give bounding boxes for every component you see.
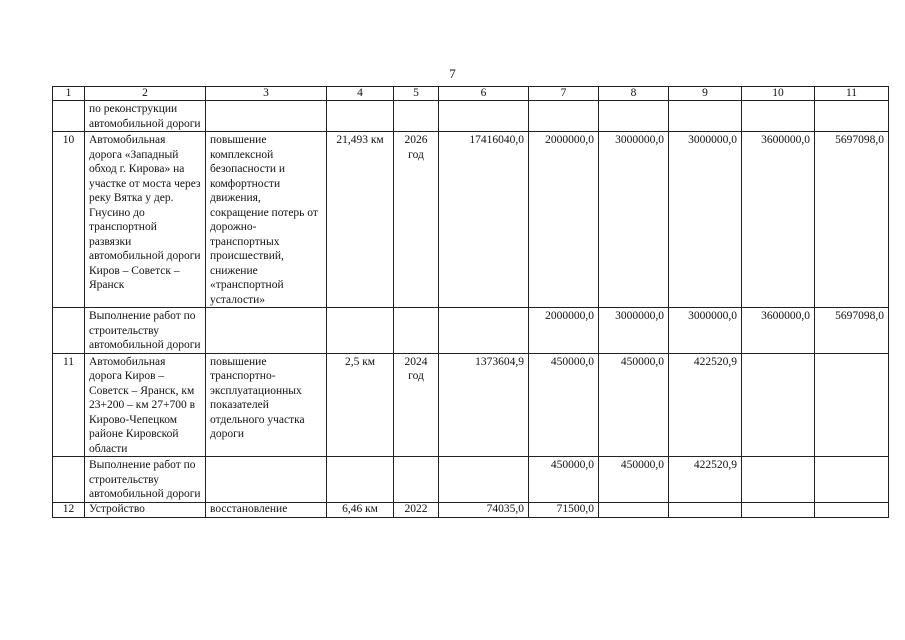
column-header: 1 (53, 87, 85, 101)
cell-col-7: 71500,0 (529, 502, 599, 517)
cell-col-6 (439, 457, 529, 503)
cell-col-10 (742, 101, 815, 132)
cell-col-1: 11 (53, 353, 85, 457)
cell-col-8: 3000000,0 (599, 308, 669, 354)
table-body (53, 87, 889, 518)
cell-col-3 (206, 457, 327, 503)
cell-col-6: 17416040,0 (439, 132, 529, 308)
cell-col-3 (206, 308, 327, 354)
cell-col-10 (742, 502, 815, 517)
cell-col-7: 2000000,0 (529, 132, 599, 308)
column-number-row (53, 87, 889, 101)
cell-col-4 (327, 308, 394, 354)
cell-col-8 (599, 502, 669, 517)
cell-col-8: 3000000,0 (599, 132, 669, 308)
cell-col-2: Выполнение работ по строительству автомобильной дороги (85, 308, 206, 354)
cell-col-5 (394, 457, 439, 503)
cell-col-8 (599, 101, 669, 132)
cell-col-10 (742, 353, 815, 457)
cell-col-4 (327, 457, 394, 503)
cell-col-9: 3000000,0 (669, 132, 742, 308)
column-header: 2 (85, 87, 206, 101)
cell-col-2: Устройство (85, 502, 206, 517)
table-row (53, 353, 889, 457)
cell-col-11: 5697098,0 (815, 132, 889, 308)
cell-col-4: 2,5 км (327, 353, 394, 457)
cell-col-10 (742, 457, 815, 503)
column-header: 4 (327, 87, 394, 101)
cell-col-10: 3600000,0 (742, 308, 815, 354)
cell-col-3 (206, 101, 327, 132)
column-header: 10 (742, 87, 815, 101)
cell-col-9 (669, 101, 742, 132)
table-row (53, 308, 889, 354)
cell-col-11: 5697098,0 (815, 308, 889, 354)
column-header: 3 (206, 87, 327, 101)
table-row (53, 132, 889, 308)
cell-col-5 (394, 308, 439, 354)
cell-col-8: 450000,0 (599, 353, 669, 457)
cell-col-8: 450000,0 (599, 457, 669, 503)
cell-col-3: повышение транспортно-эксплуатационных показателей отдельного участка дороги (206, 353, 327, 457)
cell-col-2: Автомобильная дорога Киров – Советск – Яранск, км 23+200 – км 27+700 в Кирово-Чепецком районе Кировской области (85, 353, 206, 457)
cell-col-1: 10 (53, 132, 85, 308)
cell-col-4: 21,493 км (327, 132, 394, 308)
cell-col-5: 2024 год (394, 353, 439, 457)
column-header: 5 (394, 87, 439, 101)
cell-col-7 (529, 101, 599, 132)
cell-col-11 (815, 101, 889, 132)
cell-col-2: Выполнение работ по строительству автомобильной дороги (85, 457, 206, 503)
table-row (53, 101, 889, 132)
cell-col-2: Автомобильная дорога «Западный обход г. Кирова» на участке от моста через реку Вятка у дер. Гнусино до транспортной развязки автомобильной дороги Киров – Советск – Яранск (85, 132, 206, 308)
investment-table (52, 86, 889, 518)
cell-col-5: 2022 (394, 502, 439, 517)
column-header: 6 (439, 87, 529, 101)
cell-col-2: по реконструкции автомобильной дороги (85, 101, 206, 132)
cell-col-1 (53, 457, 85, 503)
cell-col-7: 2000000,0 (529, 308, 599, 354)
cell-col-4: 6,46 км (327, 502, 394, 517)
cell-col-5 (394, 101, 439, 132)
cell-col-11 (815, 502, 889, 517)
column-header: 11 (815, 87, 889, 101)
cell-col-11 (815, 457, 889, 503)
cell-col-3: повышение комплексной безопасности и комфортности движения, сокращение потерь от дорожно-транспортных происшествий, снижение «транспортной усталости» (206, 132, 327, 308)
cell-col-1 (53, 308, 85, 354)
cell-col-5: 2026 год (394, 132, 439, 308)
cell-col-11 (815, 353, 889, 457)
cell-col-9: 422520,9 (669, 457, 742, 503)
cell-col-9 (669, 502, 742, 517)
cell-col-10: 3600000,0 (742, 132, 815, 308)
cell-col-6 (439, 308, 529, 354)
cell-col-6: 1373604,9 (439, 353, 529, 457)
cell-col-4 (327, 101, 394, 132)
cell-col-7: 450000,0 (529, 353, 599, 457)
cell-col-6 (439, 101, 529, 132)
table-row (53, 457, 889, 503)
cell-col-1: 12 (53, 502, 85, 517)
column-header: 7 (529, 87, 599, 101)
cell-col-3: восстановление (206, 502, 327, 517)
table-row (53, 502, 889, 517)
cell-col-6: 74035,0 (439, 502, 529, 517)
column-header: 8 (599, 87, 669, 101)
cell-col-7: 450000,0 (529, 457, 599, 503)
column-header: 9 (669, 87, 742, 101)
cell-col-1 (53, 101, 85, 132)
page-number: 7 (449, 66, 456, 81)
cell-col-9: 422520,9 (669, 353, 742, 457)
cell-col-9: 3000000,0 (669, 308, 742, 354)
